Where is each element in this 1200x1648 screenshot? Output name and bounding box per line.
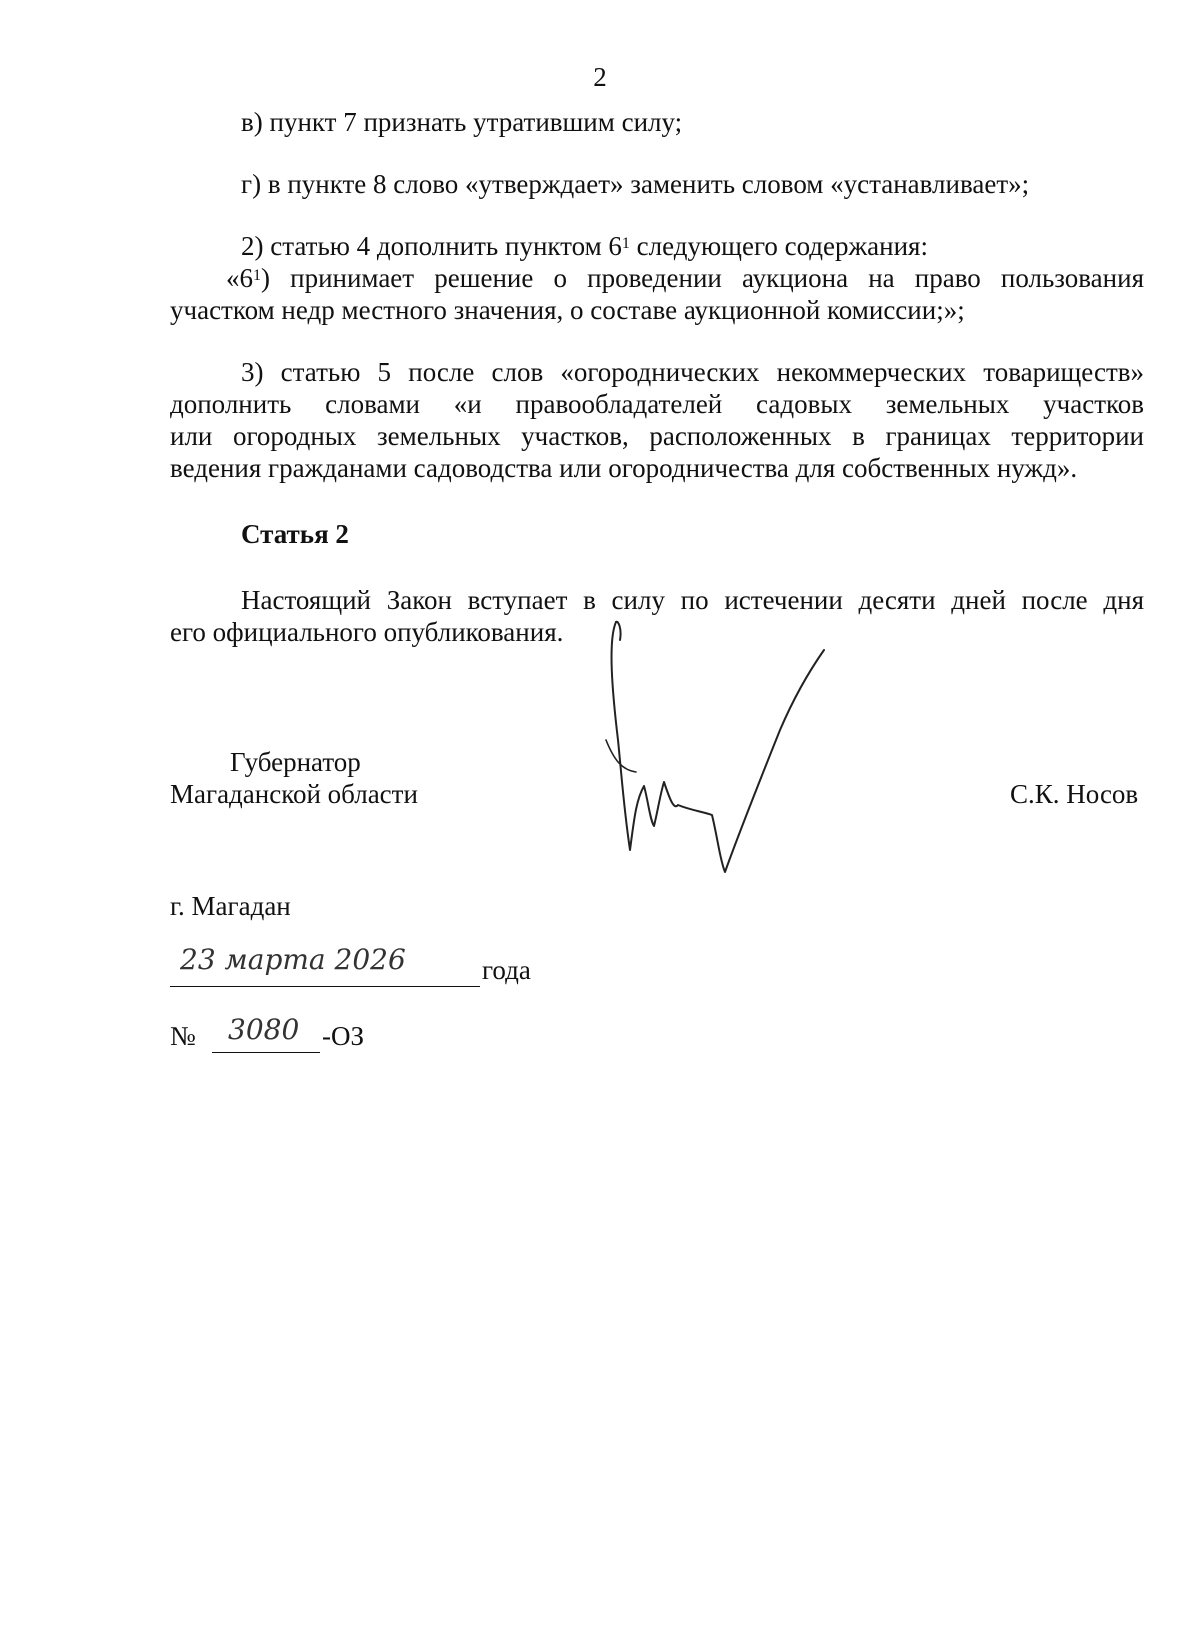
number-underline: [212, 1052, 320, 1053]
place-of-signing: г. Магадан: [170, 891, 291, 921]
date-suffix: года: [482, 955, 531, 985]
signatory-position-line1: Губернатор: [230, 747, 361, 777]
handwritten-date: 23 марта 2026: [180, 943, 406, 976]
handwritten-signature: [600, 600, 840, 880]
signatory-position-line2: Магаданской области: [170, 779, 418, 809]
number-suffix: -ОЗ: [322, 1021, 365, 1051]
number-sign: №: [170, 1021, 196, 1051]
date-underline: [170, 986, 480, 987]
page-number: 2: [593, 62, 607, 92]
signatory-name: С.К. Носов: [1010, 779, 1139, 809]
article-2-line2: его официального опубликования.: [170, 617, 564, 647]
handwritten-number: 3080: [228, 1013, 300, 1046]
item-3-line4: ведения гражданами садоводства или огородничества для собственных нужд».: [170, 453, 1078, 483]
item-2-quote-line2: участком недр местного значения, о составе аукционной комиссии;»;: [170, 295, 965, 325]
item-2-quote-line1: «$6^1$) принимает решение о проведении аукциона на право пользования: [226, 263, 1144, 293]
item-2: 2) статью 4 дополнить пунктом $6^1$ следующего содержания:: [241, 231, 928, 261]
item-3-line3: или огородных земельных участков, расположенных в границах территории: [170, 421, 1144, 451]
item-g: г) в пункте 8 слово «утверждает» заменить словом «устанавливает»;: [241, 169, 1030, 199]
item-3-line2: дополнить словами «и правообладателей садовых земельных участков: [170, 389, 1144, 419]
item-v: в) пункт 7 признать утратившим силу;: [241, 107, 683, 137]
article-2-line1: Настоящий Закон вступает в силу по истечении десяти дней после дня: [241, 585, 1144, 615]
article-heading: Статья 2: [241, 519, 349, 549]
item-3-line1: 3) статью 5 после слов «огороднических некоммерческих товариществ»: [241, 357, 1144, 387]
